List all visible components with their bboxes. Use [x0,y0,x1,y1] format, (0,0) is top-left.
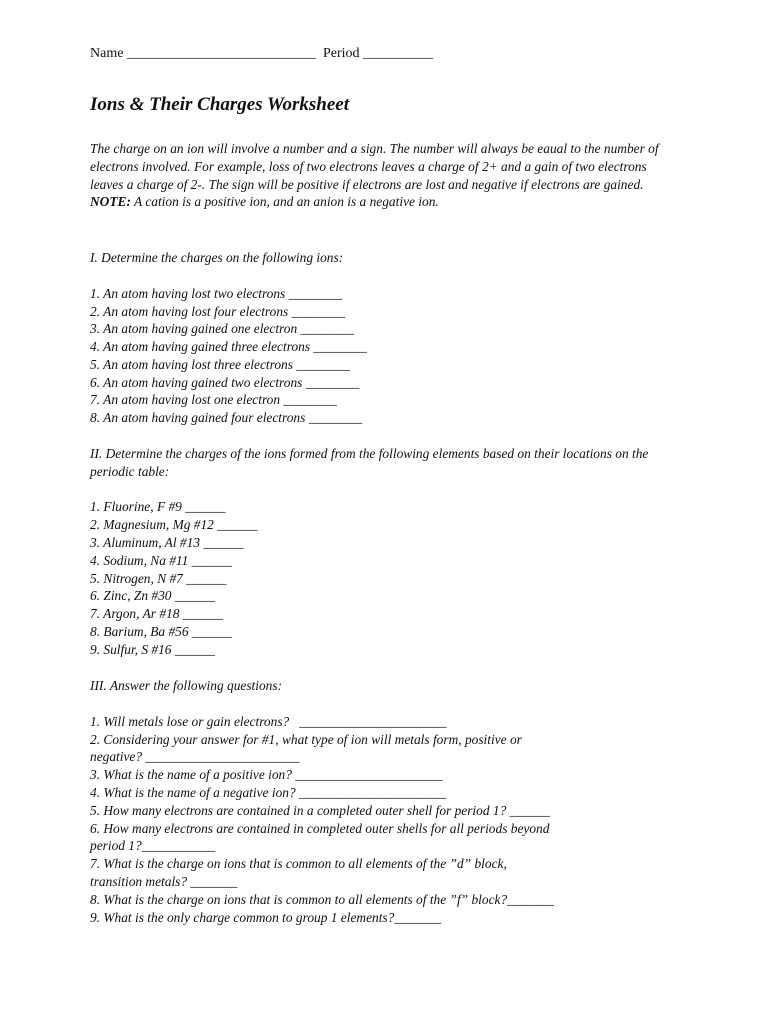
question-7-line-2[interactable]: transition metals? _______ [90,874,238,889]
question-1[interactable]: 1. Will metals lose or gain electrons? ______________________ [90,714,447,729]
section1-item[interactable]: 3. An atom having gained one electron ________ [90,321,355,336]
section2-item[interactable]: 5. Nitrogen, N #7 ______ [90,571,227,586]
section1-heading: I. Determine the charges on the following ions: [90,250,344,265]
question-3[interactable]: 3. What is the name of a positive ion? ______________________ [90,767,443,782]
name-blank[interactable]: ___________________________ [126,46,316,61]
question-6-line-1: 6. How many electrons are contained in completed outer shells for all periods beyond [90,821,550,836]
section2-item[interactable]: 8. Barium, Ba #56 ______ [90,624,233,639]
intro-paragraph [90,140,680,211]
intro-text-1: The charge on an ion will involve a number and a sign. The number will always be eaual to the number of electrons involved. For example, loss of two electrons leaves a charge of 2+ and a gain of two electrons leaves a charge of 2-. The sign will be positive if electrons are lost and negative if electrons are gained. [90,141,659,192]
section1-item[interactable]: 5. An atom having lost three electrons ________ [90,357,350,372]
question-5[interactable]: 5. How many electrons are contained in a completed outer shell for period 1? ______ [90,803,550,818]
period-blank[interactable]: __________ [363,46,433,61]
worksheet-title: Ions & Their Charges Worksheet [90,94,350,115]
section3-heading: III. Answer the following questions: [90,678,283,693]
section2-item[interactable]: 6. Zinc, Zn #30 ______ [90,588,215,603]
section2-item[interactable]: 1. Fluorine, F #9 ______ [90,499,226,514]
question-6-line-2[interactable]: period 1?___________ [90,838,216,853]
section1-item[interactable]: 4. An atom having gained three electrons ________ [90,339,367,354]
question-8[interactable]: 8. What is the charge on ions that is common to all elements of the ”f” block?_______ [90,892,555,907]
section2-heading: II. Determine the charges of the ions formed from the following elements based on their locations on the periodic table: [90,446,649,479]
section1-item[interactable]: 1. An atom having lost two electrons ________ [90,286,343,301]
note-label: NOTE: [90,194,131,210]
section1-item[interactable]: 8. An atom having gained four electrons ________ [90,410,363,425]
section2-item[interactable]: 7. Argon, Ar #18 ______ [90,606,223,621]
question-7-line-1: 7. What is the charge on ions that is common to all elements of the ”d” block, [90,856,507,871]
intro-text-2: A cation is a positive ion, and an anion is a negative ion. [130,194,439,210]
question-9[interactable]: 9. What is the only charge common to group 1 elements?_______ [90,910,442,925]
question-4[interactable]: 4. What is the name of a negative ion? ______________________ [90,785,447,800]
section2-item[interactable]: 2. Magnesium, Mg #12 ______ [90,517,258,532]
question-2-line-1: 2. Considering your answer for #1, what type of ion will metals form, positive or [90,732,522,747]
question-2-line-2[interactable]: negative? _______________________ [90,749,300,764]
header-line [90,46,433,62]
section2-item[interactable]: 9. Sulfur, S #16 ______ [90,642,215,657]
period-label: Period [322,46,360,61]
section2-item[interactable]: 4. Sodium, Na #11 ______ [90,553,232,568]
section1-item[interactable]: 6. An atom having gained two electrons ________ [90,375,360,390]
section1-item[interactable]: 2. An atom having lost four electrons ________ [90,304,346,319]
section1-item[interactable]: 7. An atom having lost one electron ________ [90,392,337,407]
section2-item[interactable]: 3. Aluminum, Al #13 ______ [90,535,244,550]
name-label: Name [90,46,124,61]
